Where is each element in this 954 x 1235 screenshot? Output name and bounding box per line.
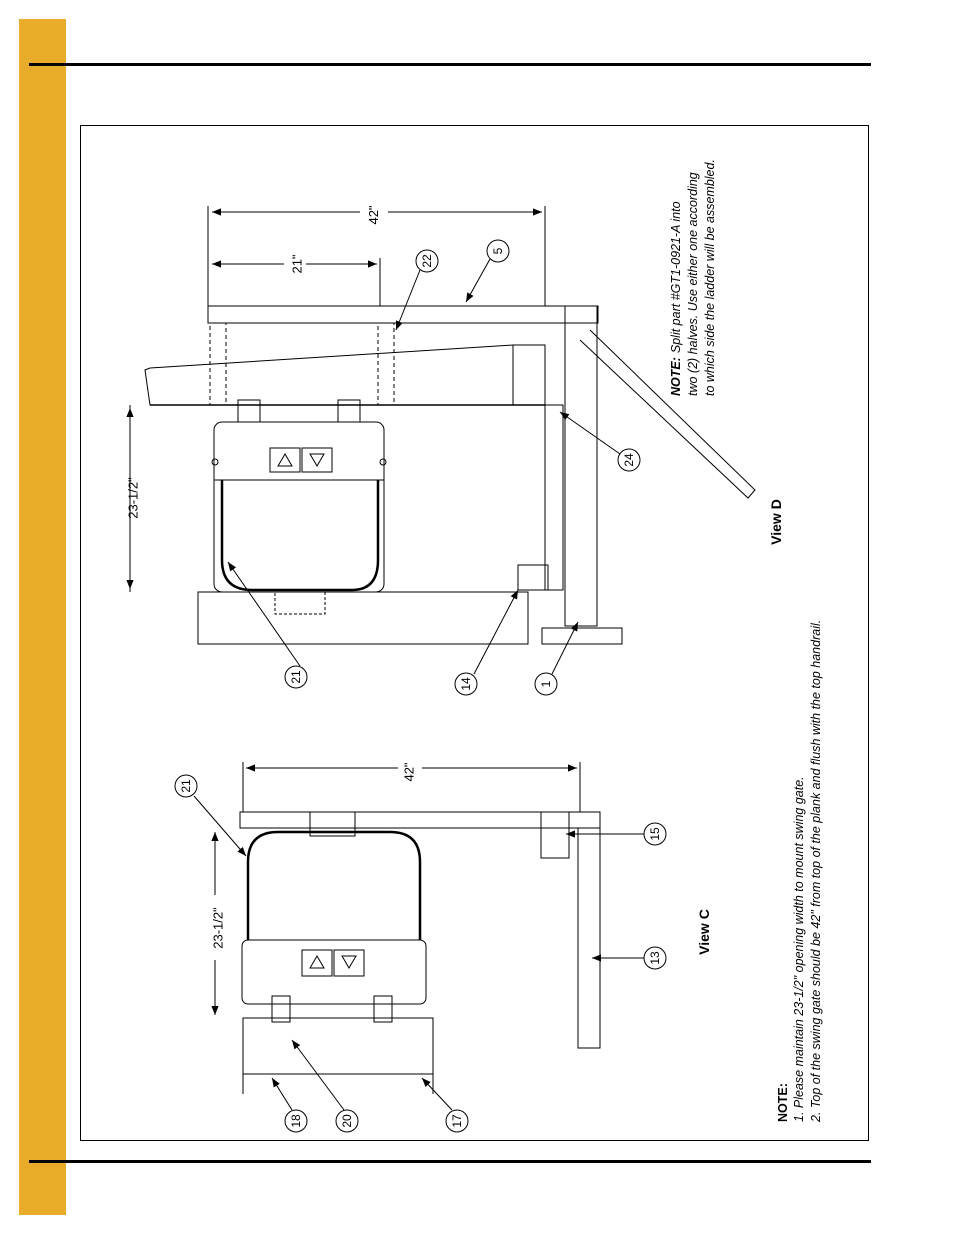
view-d-callout-14: 14 [459, 677, 473, 691]
view-d-callout-24: 24 [622, 453, 636, 467]
view-c-callout-17: 17 [450, 1114, 464, 1128]
view-c-label: View C [696, 909, 712, 955]
view-c-dim-42: 42" [401, 762, 417, 782]
note-d-line2: two (2) halves. Use either one according [686, 172, 700, 396]
note-d-line3: to which side the ladder will be assembled. [703, 159, 717, 396]
view-d-label: View D [768, 499, 784, 545]
note-bottom-line1: 1. Please maintain 23-1/2" opening width to mount swing gate. [792, 776, 806, 1122]
view-d-dim-42: 42" [366, 205, 381, 225]
note-bottom-title: NOTE: [776, 1083, 790, 1122]
note-d-line1 [669, 201, 683, 396]
view-d-callout-22: 22 [420, 254, 434, 268]
view-c-drawing [240, 762, 600, 1094]
note-bottom-line2: 2. Top of the swing gate should be 42" from top of the plank and flush with the top handrail. [809, 619, 823, 1122]
note-d-text1: Split part #GT1-0921-A into [669, 201, 683, 354]
view-d-callout-1: 1 [539, 680, 553, 688]
view-c-callout-20: 20 [340, 1114, 354, 1128]
view-d-callout-21: 21 [289, 670, 303, 684]
view-d-callout-5: 5 [491, 247, 505, 255]
view-d-dim-21: 21" [289, 254, 305, 274]
view-c-dim-23-half: 23-1/2" [210, 907, 226, 949]
note-d-bold: NOTE: [669, 357, 683, 396]
view-d-dim-23-half: 23-1/2" [125, 477, 141, 519]
view-c-callout-18: 18 [289, 1114, 303, 1128]
view-c-callout-13: 13 [648, 951, 662, 965]
view-d-drawing [130, 206, 755, 644]
view-c-callout-15: 15 [648, 827, 662, 841]
view-c-callout-21: 21 [179, 779, 193, 793]
